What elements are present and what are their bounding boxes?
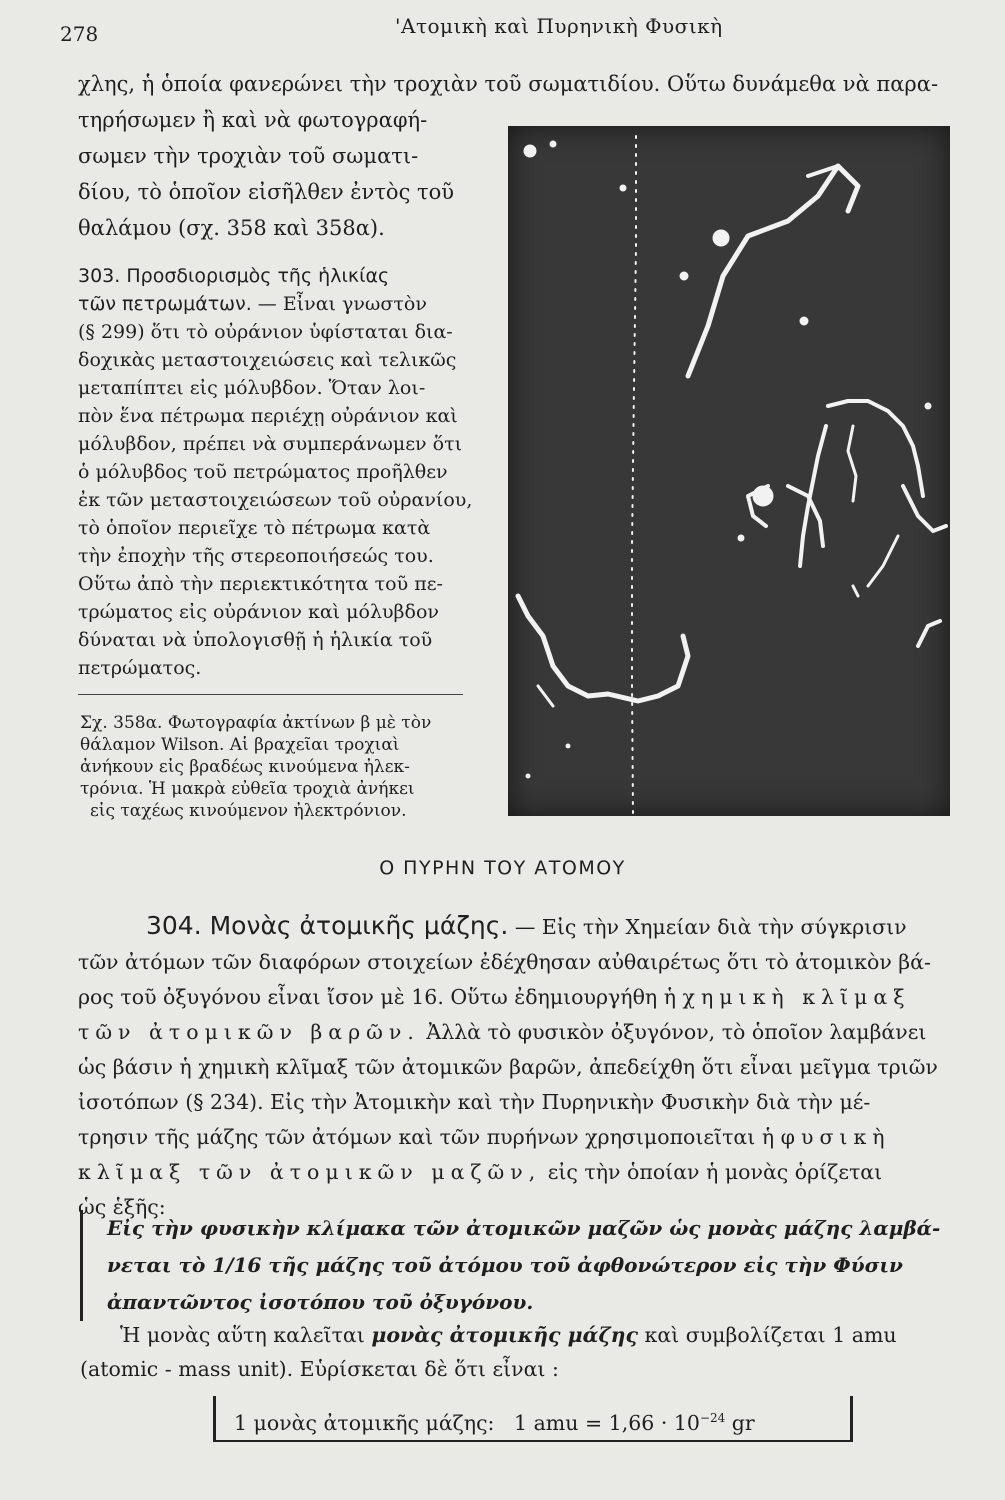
- intro-line: θαλάμου (σχ. 358 καὶ 358α).: [78, 216, 385, 240]
- section-303-line: πετρώματος.: [78, 657, 202, 679]
- formula-value: 1 amu = 1,66 · 10: [514, 1411, 700, 1435]
- caption-divider: [78, 694, 463, 695]
- physical-term: φυσικὴ: [780, 1125, 891, 1149]
- section-303-line: πὸν ἕνα πέτρωμα περιέχῃ οὐράνιον καὶ: [78, 405, 458, 427]
- section-303-number: 303.: [78, 265, 121, 287]
- section-303-title-part1: Προσδιορισμὸς τῆς ἡλικίας: [126, 265, 390, 287]
- section-303-line: ἐκ τῶν μεταστοιχειώσεων τοῦ οὐρανίου,: [78, 489, 473, 511]
- figure-caption: [80, 712, 480, 822]
- section-304-line7-a: τρησιν τῆς μάζης τῶν ἀτόμων καὶ τῶν πυρήνων χρησιμοποιεῖται ἡ: [78, 1125, 781, 1149]
- caption-line: θάλαμον Wilson. Αἱ βραχεῖαι τροχιαὶ: [80, 735, 400, 755]
- intro-line: δίου, τὸ ὁποῖον εἰσῆλθεν ἐντὸς τοῦ: [78, 180, 455, 204]
- section-303-line: μόλυβδον, πρέπει νὰ συμπεράνωμεν ὅτι: [78, 433, 463, 455]
- after-def-line1-a: Ἡ μονὰς αὕτη καλεῖται: [120, 1323, 372, 1347]
- after-def-line: (atomic - mass unit). Εὑρίσκεται δὲ ὅτι εἶναι :: [80, 1357, 559, 1381]
- cloud-chamber-photo: [508, 126, 950, 816]
- caption-line: Σχ. 358α. Φωτογραφία ἀκτίνων β μὲ τὸν: [80, 713, 432, 733]
- section-303-line: δύναται νὰ ὑπολογισθῇ ἡ ἡλικία τοῦ: [78, 629, 433, 651]
- intro-line-1: χλης, ἡ ὁποία φανερώνει τὴν τροχιὰν τοῦ σωματιδίου. Οὕτω δυνάμεθα νὰ παρα-: [78, 72, 939, 96]
- definition-block: [80, 1210, 1005, 1321]
- amu-term: μονὰς ἀτομικῆς μάζης: [371, 1323, 638, 1347]
- caption-line: τρόνια. Ἡ μακρὰ εὐθεῖα τροχιὰ ἀνήκει: [80, 779, 415, 799]
- section-303: [78, 262, 478, 682]
- caption-line: εἰς ταχέως κινούμενον ἠλεκτρόνιον.: [90, 801, 407, 821]
- definition-line: Εἰς τὴν φυσικὴν κλίμακα τῶν ἀτομικῶν μαζῶν ὡς μονὰς μάζης λαμβά-: [107, 1216, 941, 1240]
- formula-exponent: −24: [699, 1411, 726, 1425]
- section-303-line: Οὕτω ἀπὸ τὴν περιεκτικότητα τοῦ πε-: [78, 573, 443, 595]
- section-303-line: τὸ ὁποῖον περιεῖχε τὸ πέτρωμα κατὰ: [78, 517, 431, 539]
- formula-label: 1 μονὰς ἀτομικῆς μάζης:: [234, 1411, 495, 1435]
- section-304-line: ὡς ἑξῆς:: [78, 1195, 166, 1219]
- formula-unit: gr: [725, 1411, 755, 1435]
- caption-line: ἀνήκουν εἰς βραδέως κινούμενα ἠλεκ-: [80, 757, 410, 777]
- definition-line: ἀπαντῶντος ἰσοτόπου τοῦ ὀξυγόνου.: [107, 1290, 534, 1314]
- intro-line: τηρήσωμεν ἢ καὶ νὰ φωτογραφή-: [78, 108, 428, 132]
- section-303-line1-rest: — Εἶναι γνωστὸν: [251, 293, 427, 315]
- after-definition: [80, 1318, 980, 1386]
- intro-column: [78, 102, 478, 246]
- running-title: 'Ατομικὴ καὶ Πυρηνικὴ Φυσικὴ: [395, 14, 723, 38]
- section-304-line1-rest: — Εἰς τὴν Χημείαν διὰ τὴν σύγκρισιν: [508, 915, 907, 939]
- chemical-scale-term: χημικὴ κλῖμαξ: [682, 985, 911, 1009]
- section-303-line: τὴν ἐποχὴν τῆς στερεοποιήσεώς του.: [78, 545, 434, 567]
- section-304-line: ὡς βάσιν ἡ χημικὴ κλῖμαξ τῶν ἀτομικῶν βαρῶν, ἀπεδείχθη ὅτι εἶναι μεῖγμα τριῶν: [78, 1055, 938, 1079]
- section-304-line4-b: Ἀλλὰ τὸ φυσικὸν ὀξυγόνον, τὸ ὁποῖον λαμβάνει: [419, 1020, 927, 1044]
- section-303-line: ὁ μόλυβδος τοῦ πετρώματος προῆλθεν: [78, 461, 448, 483]
- formula-box: [213, 1396, 853, 1440]
- section-303-line: μεταπίπτει εἰς μόλυβδον. Ὅταν λοι-: [78, 377, 426, 399]
- intro-line: σωμεν τὴν τροχιὰν τοῦ σωματι-: [78, 144, 419, 168]
- formula-underline: [213, 1440, 853, 1442]
- definition-line: νεται τὸ 1/16 τῆς μάζης τοῦ ἀτόμου τοῦ ἀφθονώτερον εἰς τὴν Φύσιν: [107, 1253, 903, 1277]
- section-304-line3-a: ρος τοῦ ὀξυγόνου εἶναι ἴσον μὲ 16. Οὕτω ἐδημιουργήθη ἡ: [78, 985, 683, 1009]
- section-304-heading: 304. Μονὰς ἀτομικῆς μάζης.: [146, 911, 509, 940]
- beta-ray-tracks-image: [508, 126, 950, 816]
- atomic-masses-scale-term: κλῖμαξ τῶν ἀτομικῶν μαζῶν,: [78, 1160, 542, 1184]
- chapter-title: Ο ΠΥΡΗΝ ΤΟΥ ΑΤΟΜΟΥ: [379, 857, 626, 879]
- section-303-title-part2: τῶν πετρωμάτων.: [78, 293, 252, 315]
- page-number: 278: [60, 22, 99, 46]
- section-304-line: ἰσοτόπων (§ 234). Εἰς τὴν Ἀτομικὴν καὶ τὴν Πυρηνικὴν Φυσικὴν διὰ τὴν μέ-: [78, 1090, 871, 1114]
- section-303-line: (§ 299) ὅτι τὸ οὐράνιον ὑφίσταται δια-: [78, 321, 453, 343]
- section-304-line8-b: εἰς τὴν ὁποίαν ἡ μονὰς ὁρίζεται: [541, 1160, 883, 1184]
- section-303-line: δοχικὰς μεταστοιχειώσεις καὶ τελικῶς: [78, 349, 457, 371]
- atomic-weights-term: τῶν ἀτομικῶν βαρῶν.: [78, 1020, 420, 1044]
- section-304-line: τῶν ἀτόμων τῶν διαφόρων στοιχείων ἐδέχθησαν αὐθαιρέτως ὅτι τὸ ἀτομικὸν βά-: [78, 950, 931, 974]
- section-304: [78, 908, 978, 1225]
- after-def-line1-b: καὶ συμβολίζεται 1 amu: [638, 1323, 897, 1347]
- section-303-line: τρώματος εἰς οὐράνιον καὶ μόλυβδον: [78, 601, 439, 623]
